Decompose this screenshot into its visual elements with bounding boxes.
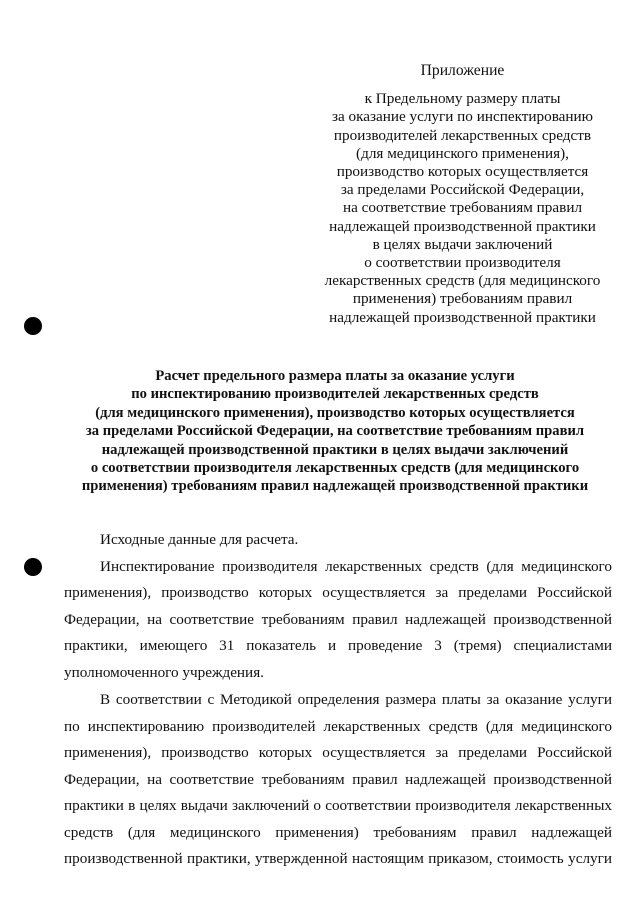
paragraph-line: практики, имеющего 31 показатель и проведение 3 (тремя) специалистами xyxy=(64,637,612,654)
appendix-line: на соответствие требованиям правил xyxy=(342,199,583,217)
paragraph-line: Федерации, на соответствие требованиям правил надлежащей производственной xyxy=(64,770,612,788)
source-data-label: Исходные данные для расчета. xyxy=(100,531,299,548)
heading-line: надлежащей производственной практики в целях выдачи заключений xyxy=(101,441,569,458)
appendix-line: надлежащей производственной практики xyxy=(329,308,596,326)
paragraph-line: применения), производство которых осуществляется за пределами Российской xyxy=(64,744,612,761)
heading-line: за пределами Российской Федерации, на соответствие требованиям правил xyxy=(85,423,585,440)
appendix-line: лекарственных средств (для медицинского xyxy=(324,272,601,290)
paragraph-line: средств (для медицинского применения) требованиям правил надлежащей xyxy=(64,823,612,841)
paragraph-line: производственной практики, утвержденной настоящим приказом, стоимость услуги xyxy=(64,850,612,867)
paragraph-line: Федерации, на соответствие требованиям правил надлежащей производственной xyxy=(64,610,612,628)
document-heading xyxy=(40,367,630,496)
appendix-line: в целях выдачи заключений xyxy=(372,235,553,253)
heading-line: Расчет предельного размера платы за оказание услуги xyxy=(155,368,515,384)
punch-hole-bottom xyxy=(24,558,42,576)
appendix-line: к Предельному размеру платы xyxy=(364,90,561,108)
paragraph-methodology xyxy=(64,687,612,873)
paragraph-line: уполномоченного учреждения. xyxy=(64,663,264,681)
paragraph-line: по инспектированию производителей лекарственных средств (для медицинского xyxy=(64,717,612,735)
paragraph-line: практики в целях выдачи заключений о соответствии производителя лекарственных xyxy=(64,797,612,814)
heading-line: применения) требованиям правил надлежащей производственной практики xyxy=(81,478,589,495)
paragraph-line: В соответствии с Методикой определения размера платы за оказание услуги xyxy=(100,691,612,708)
appendix-title: Приложение xyxy=(420,62,505,79)
appendix-line: применения) требованиям правил xyxy=(352,290,573,308)
appendix-line: о соответствии производителя xyxy=(364,254,561,272)
appendix-line: производство которых осуществляется xyxy=(336,163,589,181)
paragraph-inspection xyxy=(64,554,612,687)
appendix-line: за пределами Российской Федерации, xyxy=(340,181,585,199)
paragraph-line: Инспектирование производителя лекарственных средств (для медицинского xyxy=(100,557,612,575)
appendix-line: (для медицинского применения), xyxy=(356,144,569,162)
source-data-paragraph xyxy=(64,527,612,554)
heading-line: по инспектированию производителей лекарственных средств xyxy=(131,386,539,403)
appendix-line: надлежащей производственной практики xyxy=(329,217,596,235)
punch-hole-top xyxy=(24,317,42,335)
heading-line: о соответствии производителя лекарственных средств (для медицинского xyxy=(90,460,580,477)
appendix-block xyxy=(290,62,635,327)
appendix-line: за оказание услуги по инспектированию xyxy=(331,108,594,126)
heading-line: (для медицинского применения), производство которых осуществляется xyxy=(95,404,575,421)
appendix-line: производителей лекарственных средств xyxy=(333,126,592,144)
paragraph-line: применения), производство которых осуществляется за пределами Российской xyxy=(64,584,612,601)
document-body xyxy=(64,527,612,873)
